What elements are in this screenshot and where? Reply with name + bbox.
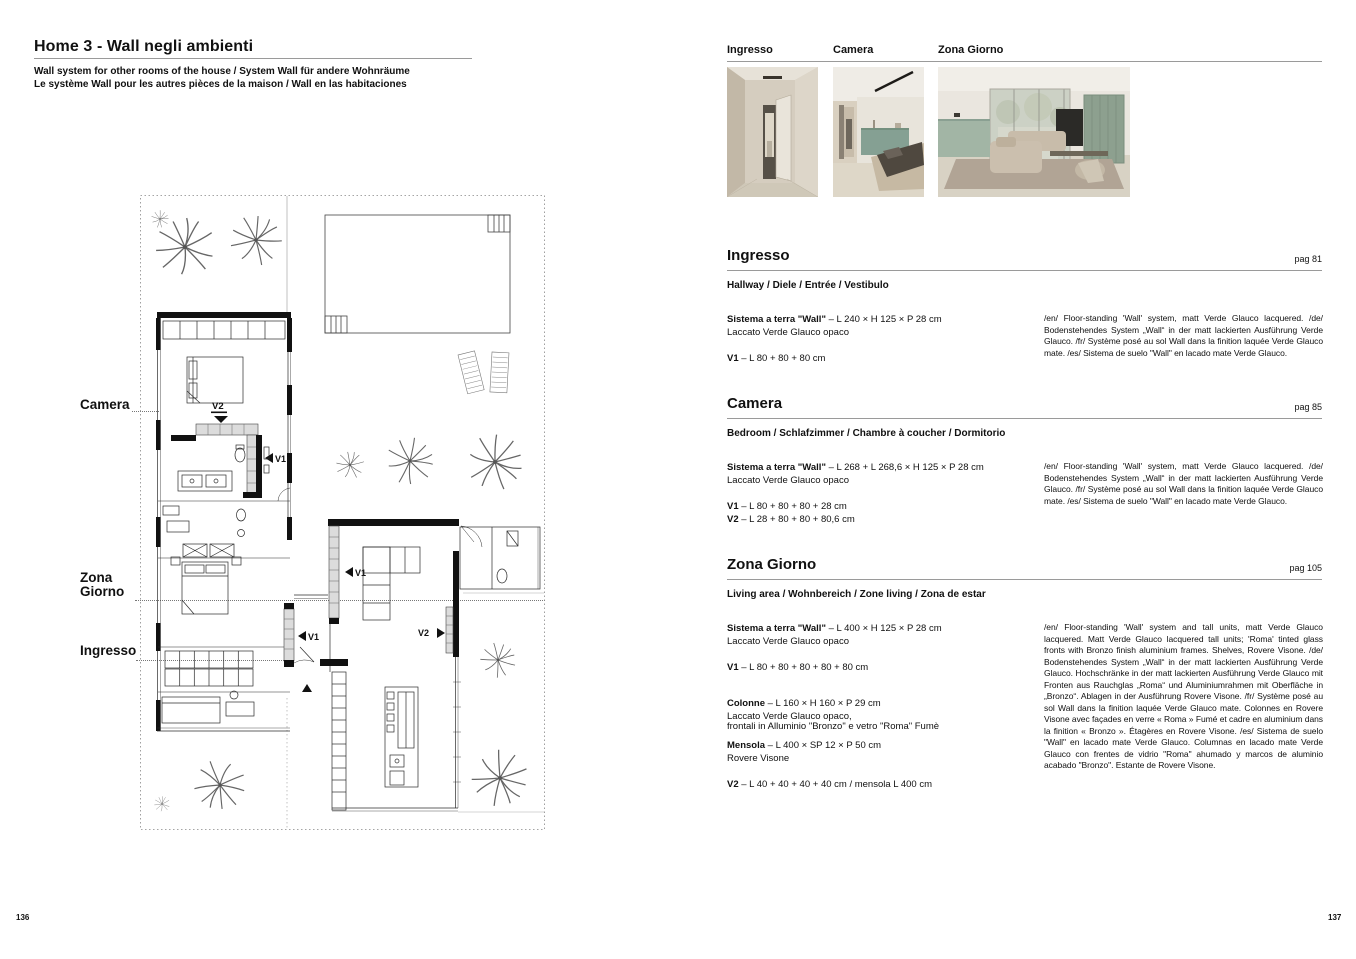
bed-2 (182, 562, 228, 614)
svg-text:V2: V2 (212, 401, 224, 412)
section-pageref-ingresso: pag 81 (1294, 254, 1322, 264)
shelving-column (332, 672, 346, 810)
site-boundary (141, 196, 545, 830)
house-left-wing (156, 312, 292, 731)
entrance-arrow (302, 684, 312, 692)
section-rule (727, 418, 1322, 419)
corridor-wardrobes (165, 651, 253, 686)
plan-marker-v1-camera (265, 453, 286, 464)
product-name: Mensola (727, 740, 766, 751)
plan-label-zona-line1: Zona (80, 570, 113, 585)
page-number-left: 136 (16, 913, 30, 922)
section-subtitle-camera: Bedroom / Schlafzimmer / Chambre à coucher / Dormitorio (727, 428, 1006, 439)
section-description-ingresso: /en/ Floor-standing 'Wall' system, matt Verde Glauco lacquered. /de/ Bodenstehendes System „Wall“ in der matt lackierten Ausführung Verde Glauco. /fr/ Système posé au sol Wall dans la finition laquée Verde Glauco mate. /es/ Sistema de suelo "Wall" en lacado mate Verde Glauco. (1044, 313, 1323, 358)
svg-text:V2: V2 (418, 628, 430, 638)
variant-dims: – L 80 + 80 + 80 + 28 cm (738, 501, 847, 512)
bed-1 (187, 357, 243, 403)
page-subtitle-line1: Wall system for other rooms of the house / System Wall für andere Wohnräume (34, 66, 410, 77)
room-camera (163, 321, 285, 403)
palm-trees (149, 206, 538, 816)
variant-code: V1 (727, 501, 739, 512)
variant-line (727, 500, 847, 513)
section-description-zona-giorno: /en/ Floor-standing 'Wall' system and tall units, matt Verde Glauco lacquered. Matt Verde Glauco lacquered tall units; 'Roma' tinted glass fronts with Bronzo finish aluminium frames. Shelves, Rovere Visone. /de/ Bodenstehendes System „Wall“ in der matt lackierten Ausführung Verde Glauco. Hochschränke in der matt lackierten Ausführung Verde Glauco mit Fronten aus Rauchglas „Roma“ und Aluminiumrahmen mit Oberfläche in „Bronzo“. Ablagen in der Ausführung Rovere Visone. /fr/ Système posé au sol Wall dans la finition laquée Verde Glauco mate. Colonnes en Rovere Visone avec façades en verre « Roma » Fumé et cadre en aluminium dans la finition « Bronzo ». Étagères en Rovere Visone. /es/ Sistema de suelo "Wall" en lacado mate Verde Glauco. Columnas en lacado mate Verde Glauco con frentes de vidrio "Roma" ahumado y marcos de aluminio acabado "Bronzo". Estante de Rovere Visone. (1044, 622, 1323, 770)
plan-marker-v2-camera (211, 401, 228, 423)
product-line (727, 313, 942, 326)
section-title-zona-giorno: Zona Giorno (727, 556, 817, 573)
product-dims: – L 400 × SP 12 × P 50 cm (765, 740, 882, 751)
variant-dims: – L 40 + 40 + 40 + 40 cm / mensola L 400 cm (738, 779, 932, 790)
variant-line (727, 513, 855, 526)
section-rule (727, 579, 1322, 580)
wall-system-living-left (329, 526, 339, 624)
section-description-camera: /en/ Floor-standing 'Wall' system, matt Verde Glauco lacquered. /de/ Bodenstehendes System „Wall“ in der matt lackierten Ausführung Verde Glauco. /fr/ Système posé au sol Wall dans la finition laquée Verde Glauco mate. /es/ Sistema de suelo "Wall" en lacado mate Verde Glauco. (1044, 461, 1323, 506)
plan-label-ingresso: Ingresso (80, 643, 137, 658)
variant-code: V1 (727, 662, 739, 673)
variant-code: V1 (727, 353, 739, 364)
product-finish: frontali in Alluminio "Bronzo" e vetro "Roma" Fumè (727, 721, 940, 732)
product-finish: Rovere Visone (727, 753, 790, 764)
section-subtitle-ingresso: Hallway / Diele / Entrée / Vestibulo (727, 280, 889, 291)
product-line (727, 697, 881, 710)
section-title-camera: Camera (727, 395, 783, 412)
sofa (363, 547, 420, 620)
thumb-label-ingresso: Ingresso (727, 44, 773, 56)
product-dims: – L 400 × H 125 × P 28 cm (825, 623, 942, 634)
section-pageref-zona-giorno: pag 105 (1289, 563, 1322, 573)
variant-line (727, 661, 868, 674)
room-bathroom-3 (460, 526, 540, 589)
product-finish: Laccato Verde Glauco opaco (727, 636, 850, 647)
variant-code: V2 (727, 779, 739, 790)
plan-marker-v1-entry (298, 631, 319, 642)
section-rule (727, 270, 1322, 271)
product-name: Sistema a terra "Wall" (727, 623, 826, 634)
page-subtitle-line2: Le système Wall pour les autres pièces de la maison / Wall en las habitaciones (34, 79, 407, 90)
title-rule (34, 58, 472, 59)
product-line (727, 461, 984, 474)
variant-line (727, 778, 932, 791)
variant-dims: – L 28 + 80 + 80 + 80,6 cm (738, 514, 855, 525)
room-bedroom-2 (171, 557, 241, 614)
section-title-ingresso: Ingresso (727, 247, 790, 264)
room-bathroom-1 (178, 445, 290, 501)
product-line (727, 739, 881, 752)
svg-text:V1: V1 (308, 632, 320, 642)
plan-label-zona-line2: Giorno (80, 584, 125, 599)
right-page-content (727, 0, 1322, 959)
svg-text:V1: V1 (275, 454, 287, 464)
section-subtitle-zona-giorno: Living area / Wohnbereich / Zone living / Zona de estar (727, 589, 986, 600)
product-name: Sistema a terra "Wall" (727, 462, 826, 473)
page-number-right: 137 (1328, 913, 1342, 922)
plan-marker-v2-living (418, 628, 445, 638)
pool (325, 215, 510, 333)
plan-label-camera: Camera (80, 397, 130, 412)
section-pageref-camera: pag 85 (1294, 402, 1322, 412)
floor-plan (140, 195, 545, 830)
house-living-wing (328, 519, 540, 811)
product-name: Sistema a terra "Wall" (727, 314, 826, 325)
wall-system-living-right (446, 607, 453, 653)
product-name: Colonne (727, 698, 765, 709)
product-line (727, 622, 942, 635)
variant-code: V2 (727, 514, 739, 525)
thumb-label-zona-giorno: Zona Giorno (938, 44, 1004, 56)
product-dims: – L 160 × H 160 × P 29 cm (765, 698, 881, 709)
page-title: Home 3 - Wall negli ambienti (34, 38, 254, 55)
product-dims: – L 268 + L 268,6 × H 125 × P 28 cm (825, 462, 984, 473)
thumb-label-camera: Camera (833, 44, 874, 56)
variant-line (727, 352, 825, 365)
variant-dims: – L 80 + 80 + 80 cm (738, 353, 826, 364)
kitchen-island (385, 687, 418, 787)
room-study (162, 691, 254, 723)
product-dims: – L 240 × H 125 × P 28 cm (825, 314, 942, 325)
variant-dims: – L 80 + 80 + 80 + 80 + 80 cm (738, 662, 869, 673)
product-finish: Laccato Verde Glauco opaco (727, 475, 850, 486)
svg-text:V1: V1 (355, 568, 367, 578)
room-bathroom-2 (163, 506, 246, 557)
product-finish: Laccato Verde Glauco opaco (727, 327, 850, 338)
product-finish: Laccato Verde Glauco opaco, (727, 711, 852, 722)
